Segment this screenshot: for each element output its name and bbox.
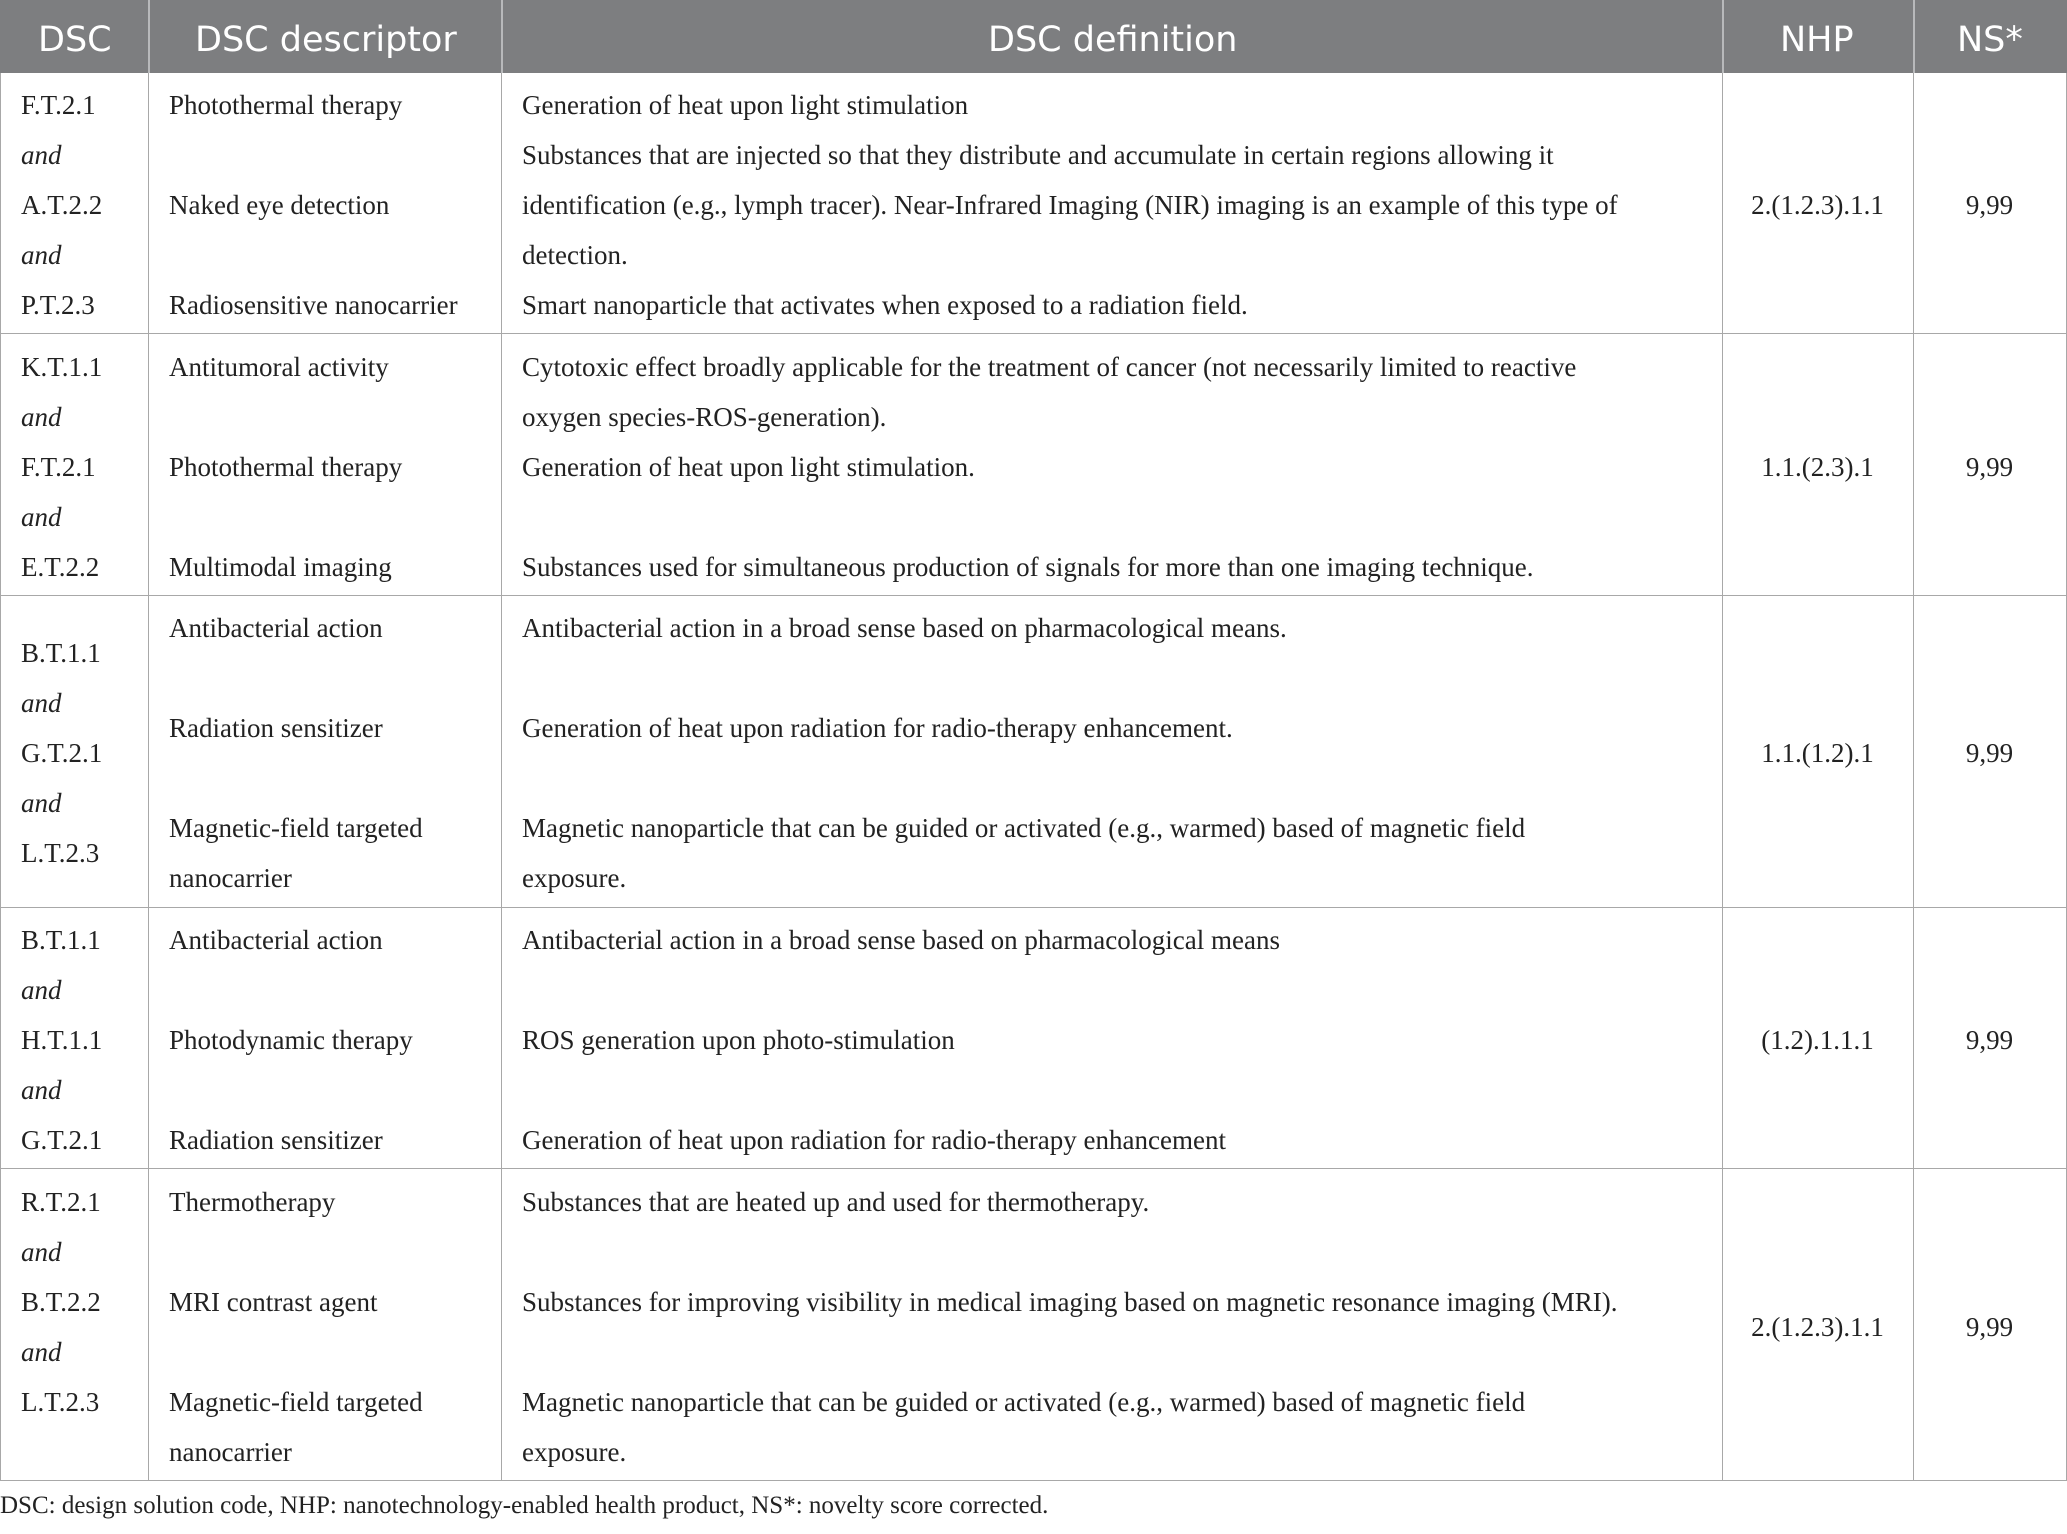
dsc-code: L.T.2.3 <box>21 1387 100 1417</box>
definition-text: Generation of heat upon light stimulation <box>522 90 969 120</box>
descriptor-text: Radiosensitive nanocarrier <box>169 290 458 320</box>
definition-text: Cytotoxic effect broadly applicable for the treatment of cancer (not necessarily limited to reactive <box>522 352 1577 382</box>
dsc-code: A.T.2.2 <box>21 190 103 220</box>
definition-text: Generation of heat upon light stimulation. <box>522 452 975 482</box>
nhp-value: (1.2).1.1.1 <box>1761 1025 1874 1055</box>
header-ns: NS* <box>1957 20 2023 60</box>
dsc-connector: and <box>21 788 62 818</box>
definition-text: Substances used for simultaneous production of signals for more than one imaging technique. <box>522 552 1534 582</box>
definition-text: Substances for improving visibility in medical imaging based on magnetic resonance imaging (MRI). <box>522 1287 1618 1317</box>
dsc-connector: and <box>21 1237 62 1267</box>
definition-text: Substances that are injected so that they distribute and accumulate in certain regions allowing it <box>522 140 1554 170</box>
dsc-code: L.T.2.3 <box>21 838 100 868</box>
nhp-value: 2.(1.2.3).1.1 <box>1751 1312 1884 1342</box>
dsc-connector: and <box>21 975 62 1005</box>
descriptor-text: Antitumoral activity <box>169 352 389 382</box>
ns-value: 9,99 <box>1965 452 2014 482</box>
dsc-code: B.T.1.1 <box>21 638 101 668</box>
definition-text: Magnetic nanoparticle that can be guided or activated (e.g., warmed) based of magnetic field <box>522 813 1526 843</box>
nhp-value: 1.1.(2.3).1 <box>1761 452 1874 482</box>
dsc-connector: and <box>21 688 62 718</box>
descriptor-text: Magnetic-field targeted <box>169 813 423 843</box>
descriptor-text: Antibacterial action <box>169 613 383 643</box>
dsc-connector: and <box>21 1337 62 1367</box>
definition-text: exposure. <box>522 1437 627 1467</box>
descriptor-text: Magnetic-field targeted <box>169 1387 423 1417</box>
dsc-code: R.T.2.1 <box>21 1187 101 1217</box>
descriptor-text: Photothermal therapy <box>169 90 403 120</box>
descriptor-text: Photothermal therapy <box>169 452 403 482</box>
definition-text: identification (e.g., lymph tracer). Near-Infrared Imaging (NIR) imaging is an example of this type of <box>522 190 1618 220</box>
header-descriptor: DSC descriptor <box>195 20 457 60</box>
dsc-connector: and <box>21 502 62 532</box>
definition-text: oxygen species-ROS-generation). <box>522 402 887 432</box>
dsc-code: P.T.2.3 <box>21 290 95 320</box>
definition-text: Magnetic nanoparticle that can be guided or activated (e.g., warmed) based of magnetic field <box>522 1387 1526 1417</box>
definition-text: Generation of heat upon radiation for radio-therapy enhancement <box>522 1125 1226 1155</box>
ns-value: 9,99 <box>1965 738 2014 768</box>
header-definition: DSC definition <box>988 20 1238 60</box>
dsc-code: F.T.2.1 <box>21 90 96 120</box>
descriptor-text: Photodynamic therapy <box>169 1025 413 1055</box>
descriptor-text: Radiation sensitizer <box>169 1125 383 1155</box>
ns-value: 9,99 <box>1965 190 2014 220</box>
header-nhp: NHP <box>1780 20 1854 60</box>
ns-value: 9,99 <box>1965 1025 2014 1055</box>
definition-text: Antibacterial action in a broad sense based on pharmacological means <box>522 925 1280 955</box>
table-footnote: DSC: design solution code, NHP: nanotechnology-enabled health product, NS*: novelty score corrected. <box>0 1492 1049 1519</box>
descriptor-text: Thermotherapy <box>169 1187 336 1217</box>
ns-value: 9,99 <box>1965 1312 2014 1342</box>
definition-text: detection. <box>522 240 628 270</box>
dsc-code: B.T.1.1 <box>21 925 101 955</box>
definition-text: Substances that are heated up and used for thermotherapy. <box>522 1187 1150 1217</box>
descriptor-text: Multimodal imaging <box>169 552 392 582</box>
descriptor-text: nanocarrier <box>169 1437 292 1467</box>
descriptor-text: Naked eye detection <box>169 190 390 220</box>
definition-text: Antibacterial action in a broad sense based on pharmacological means. <box>522 613 1287 643</box>
dsc-connector: and <box>21 140 62 170</box>
nhp-value: 1.1.(1.2).1 <box>1761 738 1874 768</box>
definition-text: Generation of heat upon radiation for radio-therapy enhancement. <box>522 713 1233 743</box>
dsc-connector: and <box>21 1075 62 1105</box>
definition-text: exposure. <box>522 863 627 893</box>
dsc-code: G.T.2.1 <box>21 1125 103 1155</box>
descriptor-text: Radiation sensitizer <box>169 713 383 743</box>
definition-text: ROS generation upon photo-stimulation <box>522 1025 955 1055</box>
dsc-code: F.T.2.1 <box>21 452 96 482</box>
dsc-code: K.T.1.1 <box>21 352 103 382</box>
nhp-value: 2.(1.2.3).1.1 <box>1751 190 1884 220</box>
dsc-code: H.T.1.1 <box>21 1025 103 1055</box>
descriptor-text: nanocarrier <box>169 863 292 893</box>
descriptor-text: MRI contrast agent <box>169 1287 378 1317</box>
definition-text: Smart nanoparticle that activates when exposed to a radiation field. <box>522 290 1248 320</box>
dsc-connector: and <box>21 240 62 270</box>
dsc-code: G.T.2.1 <box>21 738 103 768</box>
descriptor-text: Antibacterial action <box>169 925 383 955</box>
dsc-code: B.T.2.2 <box>21 1287 101 1317</box>
dsc-connector: and <box>21 402 62 432</box>
dsc-code: E.T.2.2 <box>21 552 100 582</box>
table-header <box>0 0 2067 73</box>
header-dsc: DSC <box>38 20 112 60</box>
